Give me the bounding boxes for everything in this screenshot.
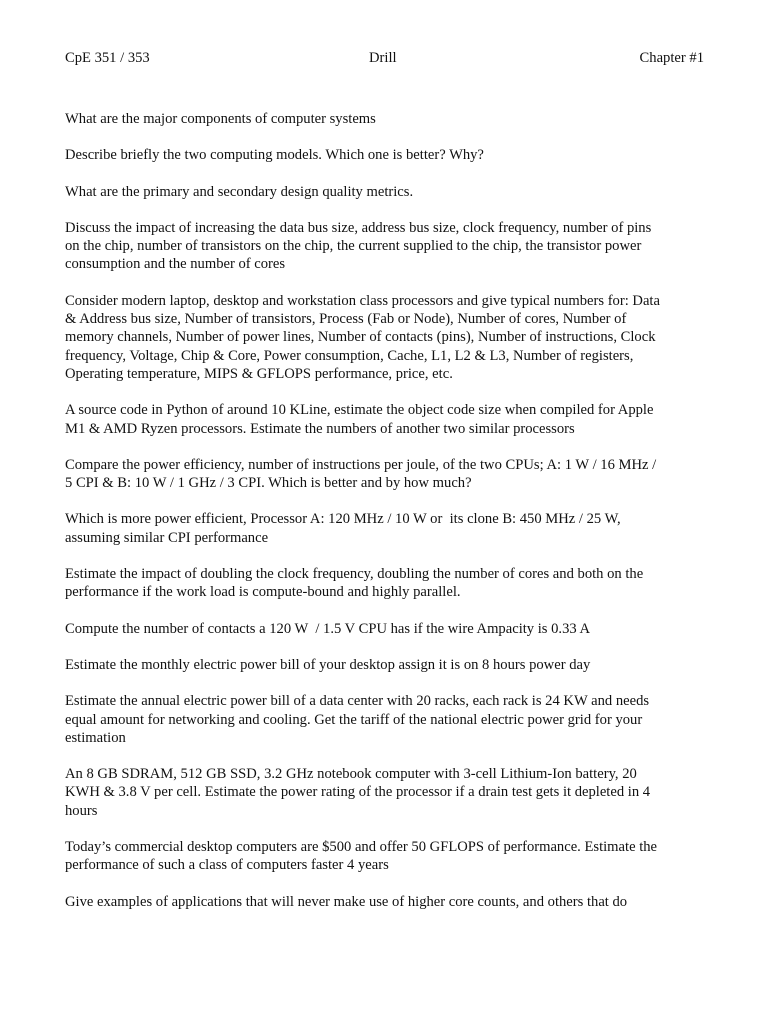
question-item: [65, 146, 701, 164]
question-text-line: memory channels, Number of power lines, Number of contacts (pins), Number of instructions, Clock: [65, 329, 656, 346]
question-text-line: performance if the work load is compute-bound and highly parallel.: [65, 584, 461, 601]
question-item: [65, 565, 701, 602]
question-text-line: Discuss the impact of increasing the data bus size, address bus size, clock frequency, number of pins: [65, 219, 652, 236]
question-text-line: An 8 GB SDRAM, 512 GB SSD, 3.2 GHz notebook computer with 3-cell Lithium-Ion battery, 20: [65, 766, 637, 783]
document-title: Drill: [369, 50, 397, 66]
course-code: CpE 351 / 353: [65, 50, 150, 66]
question-text-line: equal amount for networking and cooling. Get the tariff of the national electric power grid for your: [65, 711, 643, 728]
question-text-line: Estimate the annual electric power bill of a data center with 20 racks, each rack is 24 KW and needs: [65, 693, 650, 710]
question-item: [65, 183, 701, 201]
question-text-line: consumption and the number of cores: [65, 256, 286, 273]
question-item: [65, 219, 701, 274]
question-text-line: Operating temperature, MIPS & GFLOPS performance, price, etc.: [65, 365, 453, 382]
question-text-line: Compare the power efficiency, number of instructions per joule, of the two CPUs; A: 1 W / 16 MHz /: [65, 456, 657, 473]
question-text-line: Compute the number of contacts a 120 W / 1.5 V CPU has if the wire Ampacity is 0.33 A: [65, 620, 591, 637]
question-item: [65, 656, 701, 674]
question-text-line: Estimate the impact of doubling the clock frequency, doubling the number of cores and both on the: [65, 566, 644, 583]
question-text-line: on the chip, number of transistors on the chip, the current supplied to the chip, the transistor power: [65, 238, 642, 255]
question-text-line: estimation: [65, 729, 126, 746]
question-item: [65, 893, 701, 911]
question-text-line: Today’s commercial desktop computers are $500 and offer 50 GFLOPS of performance. Estimate the: [65, 839, 658, 856]
question-text-line: Describe briefly the two computing models. Which one is better? Why?: [65, 147, 484, 164]
question-text-line: Give examples of applications that will never make use of higher core counts, and others that do: [65, 893, 628, 910]
question-item: [65, 292, 701, 383]
question-text-line: assuming similar CPI performance: [65, 529, 269, 546]
question-item: [65, 510, 701, 547]
question-text-line: A source code in Python of around 10 KLine, estimate the object code size when compiled for Apple: [65, 402, 654, 419]
question-text-line: KWH & 3.8 V per cell. Estimate the power rating of the processor if a drain test gets it depleted in 4: [65, 784, 651, 801]
question-item: [65, 765, 701, 820]
chapter-label: Chapter #1: [639, 50, 704, 66]
question-text-line: 5 CPI & B: 10 W / 1 GHz / 3 CPI. Which is better and by how much?: [65, 475, 472, 492]
question-item: [65, 110, 701, 128]
question-item: [65, 401, 701, 438]
question-text-line: Estimate the monthly electric power bill of your desktop assign it is on 8 hours power day: [65, 656, 591, 673]
question-text-line: What are the primary and secondary design quality metrics.: [65, 183, 414, 200]
question-list: [65, 110, 701, 929]
question-text-line: & Address bus size, Number of transistors, Process (Fab or Node), Number of cores, Number of: [65, 311, 627, 328]
question-text-line: What are the major components of computer systems: [65, 111, 376, 127]
question-text-line: Consider modern laptop, desktop and workstation class processors and give typical numbers for: Data: [65, 292, 660, 309]
question-text-line: Which is more power efficient, Processor A: 120 MHz / 10 W or its clone B: 450 MHz / 25 W,: [65, 511, 621, 528]
question-text-line: performance of such a class of computers faster 4 years: [65, 857, 389, 874]
question-item: [65, 456, 701, 493]
question-text-line: M1 & AMD Ryzen processors. Estimate the numbers of another two similar processors: [65, 420, 575, 437]
question-text-line: hours: [65, 802, 98, 819]
page-header: [65, 49, 704, 69]
question-item: [65, 692, 701, 747]
question-text-line: frequency, Voltage, Chip & Core, Power consumption, Cache, L1, L2 & L3, Number of registers,: [65, 347, 634, 364]
question-item: [65, 620, 701, 638]
question-item: [65, 838, 701, 875]
